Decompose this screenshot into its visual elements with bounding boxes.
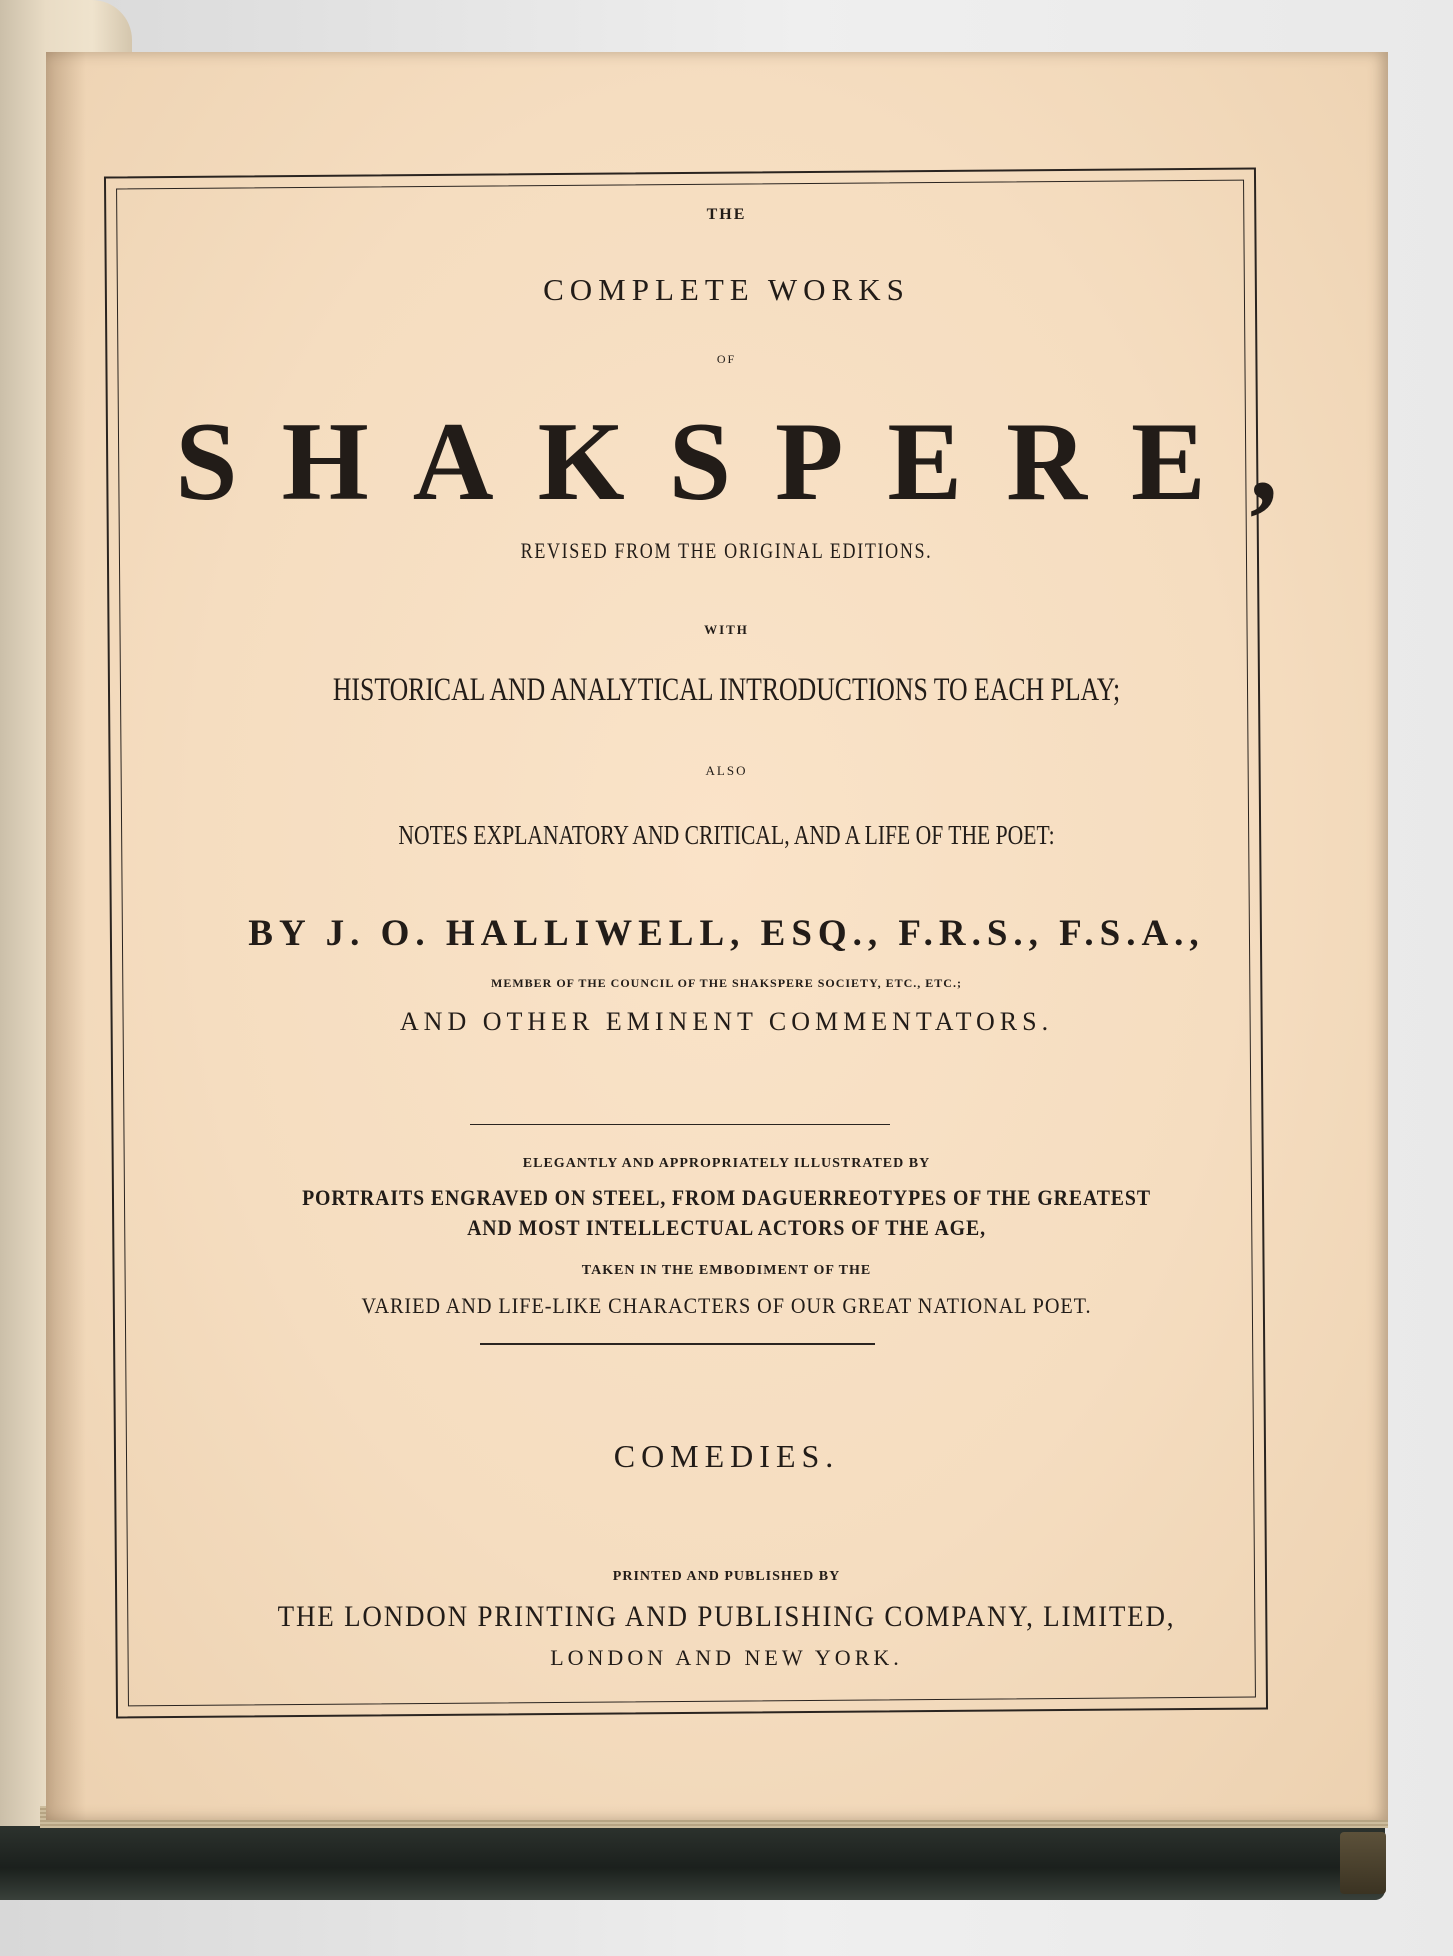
other-commentators: AND OTHER EMINENT COMMENTATORS.: [399, 1007, 1054, 1036]
editor-credentials: MEMBER OF THE COUNCIL OF THE SHAKSPERE SOCIETY, ETC., ETC.;: [491, 976, 962, 990]
embodiment-line: TAKEN IN THE EMBODIMENT OF THE: [581, 1263, 872, 1278]
characters-line: VARIED AND LIFE-LIKE CHARACTERS OF OUR GREAT NATIONAL POET.: [361, 1293, 1092, 1318]
divider-rule-top: [470, 1124, 890, 1125]
text-also: ALSO: [705, 763, 748, 778]
subtitle-revised: REVISED FROM THE ORIGINAL EDITIONS.: [520, 538, 933, 563]
text-with: WITH: [704, 622, 749, 637]
portraits-line-2: AND MOST INTELLECTUAL ACTORS OF THE AGE,: [467, 1215, 986, 1240]
subtitle-historical: HISTORICAL AND ANALYTICAL INTRODUCTIONS TO EACH PLAY;: [332, 672, 1121, 708]
portraits-line-1: PORTRAITS ENGRAVED ON STEEL, FROM DAGUERREOTYPES OF THE GREATEST: [302, 1185, 1151, 1210]
title-complete-works: COMPLETE WORKS: [543, 272, 910, 307]
volume-title: COMEDIES.: [613, 1438, 840, 1474]
title-of: OF: [716, 352, 737, 366]
book-cover: [0, 1820, 1385, 1900]
editor-byline: BY J. O. HALLIWELL, ESQ., F.R.S., F.S.A.,: [248, 913, 1205, 954]
title-author-name: SHAKSPERE,: [175, 400, 1322, 524]
subtitle-notes: NOTES EXPLANATORY AND CRITICAL, AND A LIFE OF THE POET:: [398, 820, 1055, 850]
divider-rule-bottom: [480, 1343, 875, 1345]
illustrated-by: ELEGANTLY AND APPROPRIATELY ILLUSTRATED BY: [522, 1156, 931, 1171]
publisher-city: LONDON AND NEW YORK.: [550, 1645, 903, 1670]
title-the: THE: [706, 206, 747, 223]
book-spine: [1340, 1832, 1386, 1894]
publisher-name: THE LONDON PRINTING AND PUBLISHING COMPANY, LIMITED,: [277, 1600, 1176, 1633]
printed-by: PRINTED AND PUBLISHED BY: [612, 1569, 841, 1584]
